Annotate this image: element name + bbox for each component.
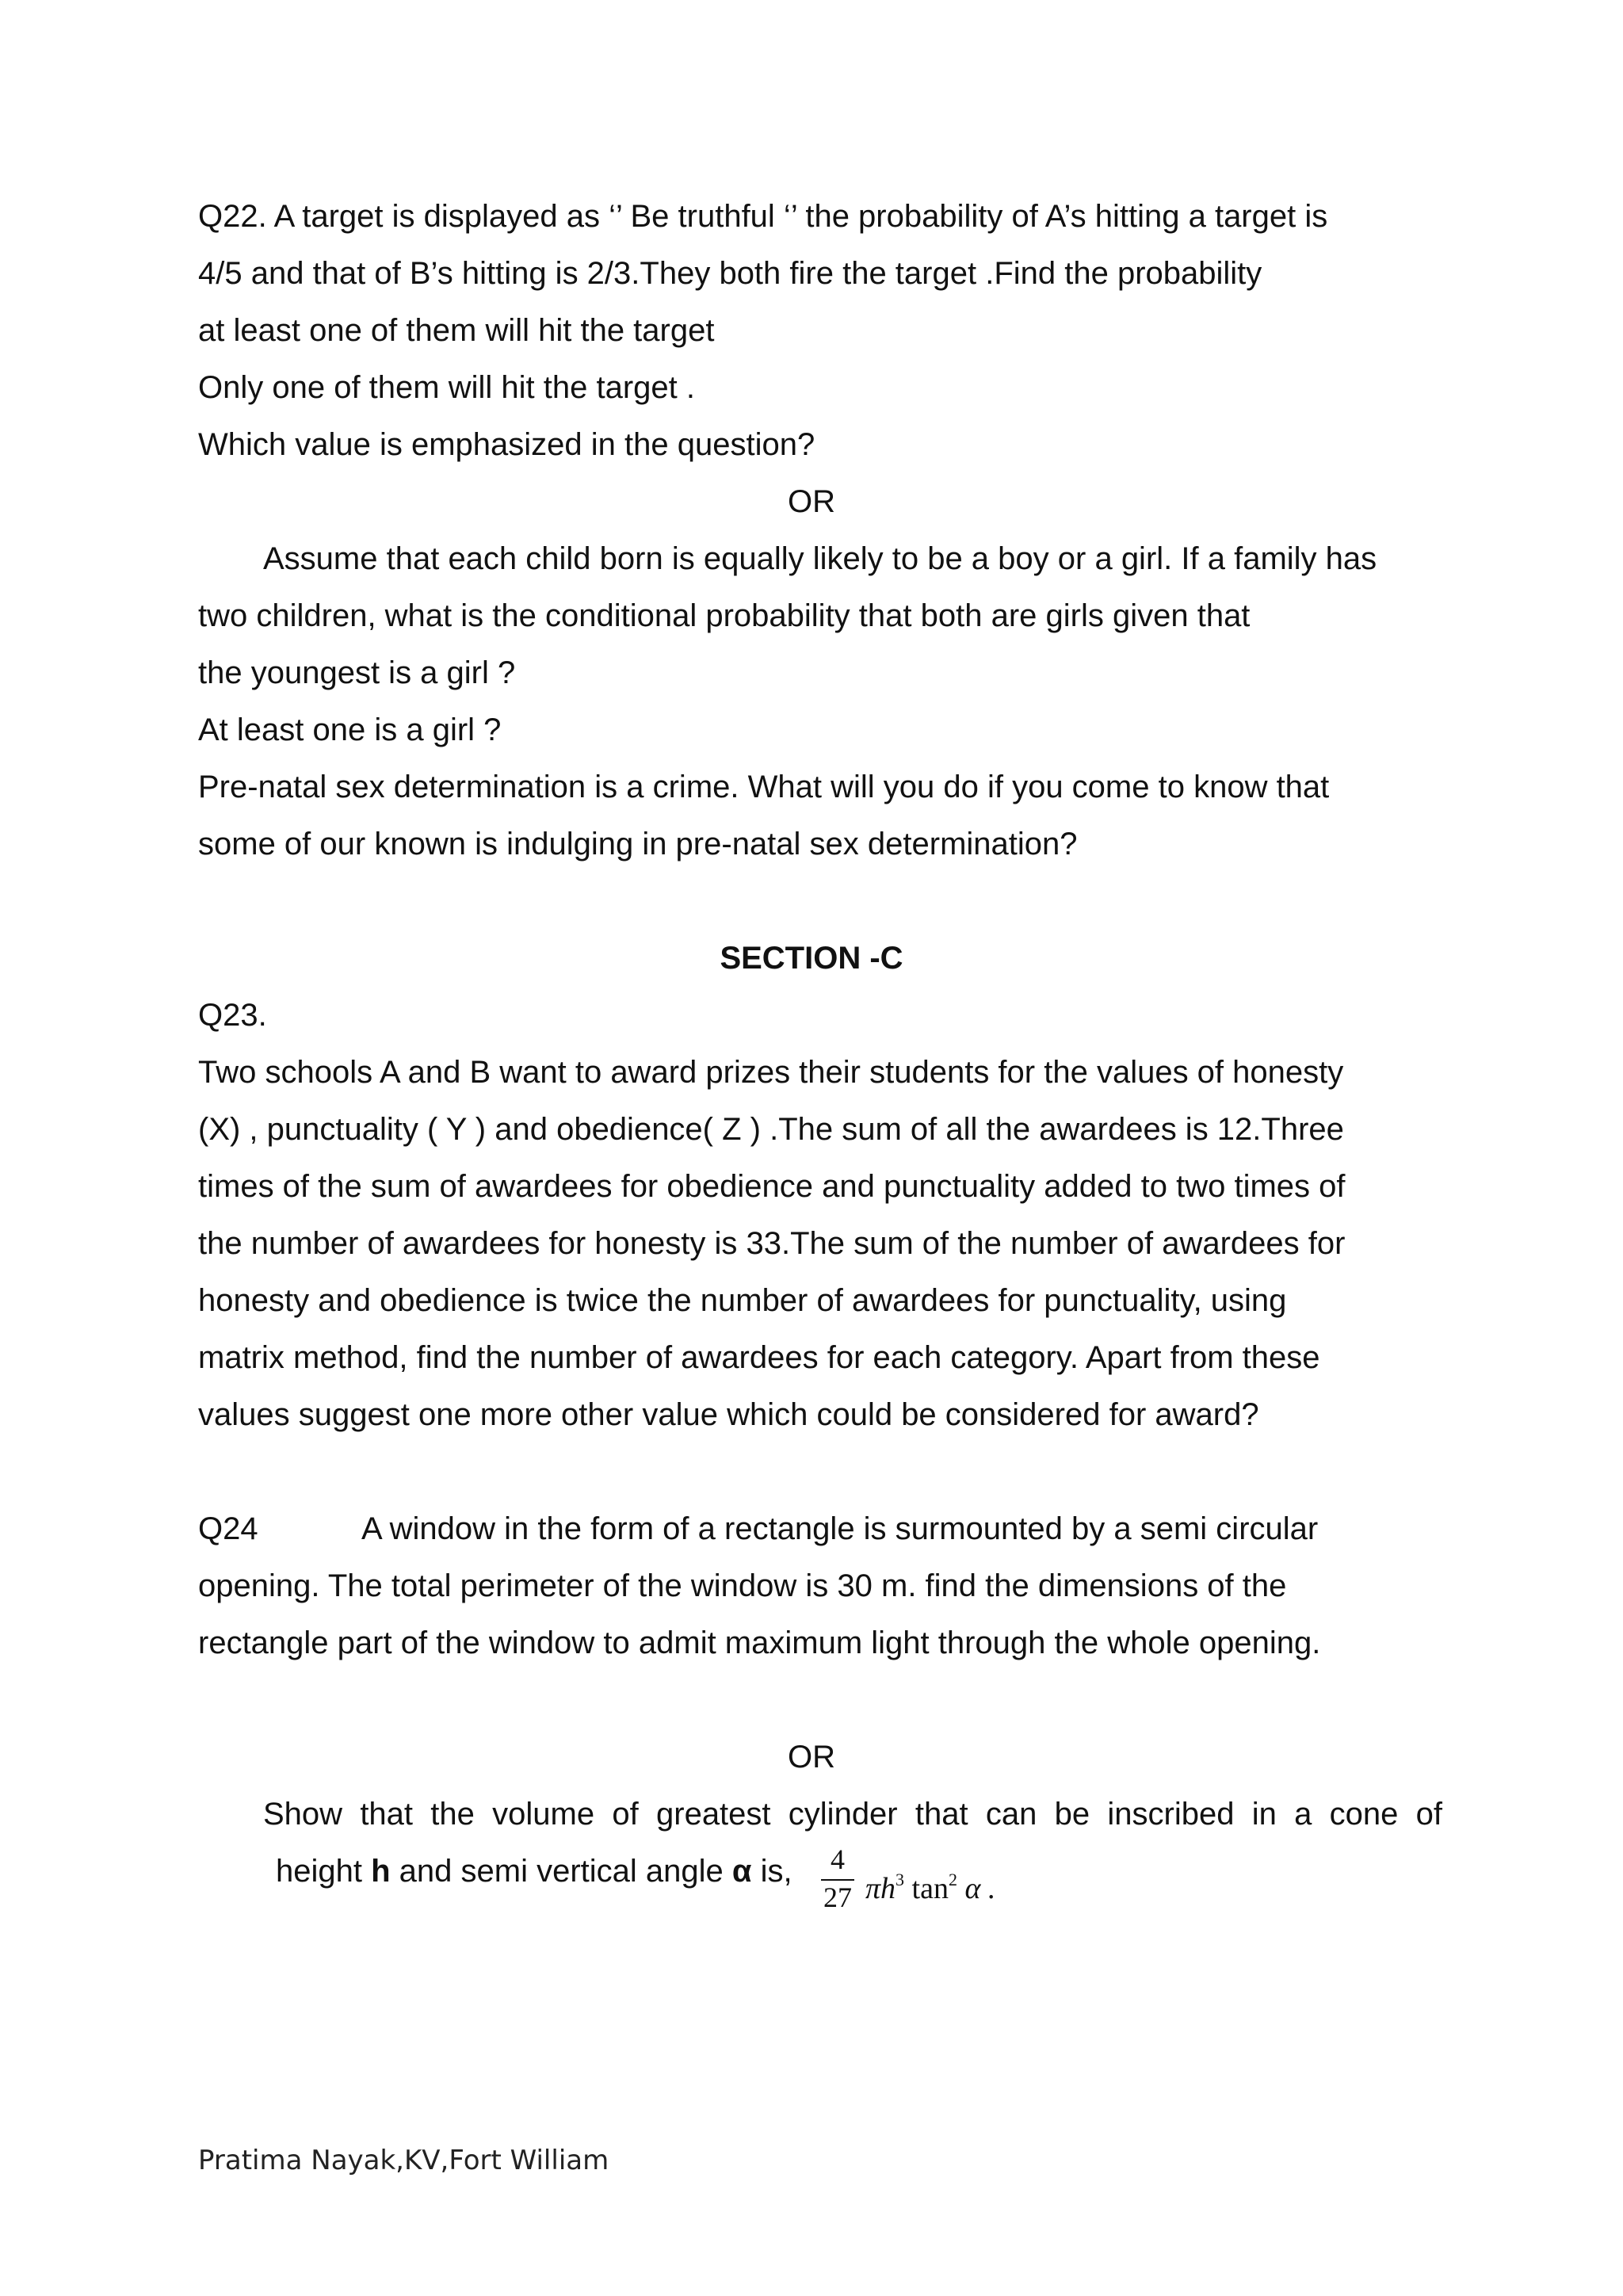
q23-line-1: Two schools A and B want to award prizes their students for the values of honesty xyxy=(198,1055,1344,1090)
q24-line-1: A window in the form of a rectangle is surmounted by a semi circular xyxy=(361,1511,1319,1546)
q23-line-4: the number of awardees for honesty is 33.The sum of the number of awardees for xyxy=(198,1226,1346,1261)
q22-line-2: 4/5 and that of B’s hitting is 2/3.They both fire the target .Find the probability xyxy=(198,256,1262,291)
formula-tan: tan xyxy=(904,1872,949,1905)
symbol-alpha: α xyxy=(731,1854,752,1889)
q22-alt-line-2: two children, what is the conditional probability that both are girls given that xyxy=(198,598,1251,633)
fraction-denominator: 27 xyxy=(823,1881,852,1913)
q23-line-6: matrix method, find the number of awardees for each category. Apart from these xyxy=(198,1340,1320,1375)
q24-line-3: rectangle part of the window to admit maximum light through the whole opening. xyxy=(198,1626,1321,1660)
fraction-bar xyxy=(821,1879,854,1881)
alt-text-suffix: is, xyxy=(751,1854,792,1889)
q23-line-7: values suggest one more other value which could be considered for award? xyxy=(198,1397,1259,1432)
q22-alt-line-5: Pre-natal sex determination is a crime. What will you do if you come to know that xyxy=(198,770,1330,804)
formula-expression xyxy=(865,1861,995,1908)
page-footer: Pratima Nayak,KV,Fort William xyxy=(198,2145,609,2176)
alt-text-middle: and semi vertical angle xyxy=(390,1854,732,1889)
fraction-numerator: 4 xyxy=(831,1843,845,1875)
formula-pi-h: πh xyxy=(865,1872,896,1905)
q24-line-2: opening. The total perimeter of the window is 30 m. find the dimensions of the xyxy=(198,1568,1287,1603)
symbol-h: h xyxy=(371,1854,391,1889)
alt-text-prefix: height xyxy=(276,1854,372,1889)
section-c-heading: SECTION -C xyxy=(720,941,903,976)
formula-cube: 3 xyxy=(896,1870,905,1889)
q22-line-3: at least one of them will hit the target xyxy=(198,313,715,348)
formula-alpha-tail: α . xyxy=(957,1872,996,1905)
q23-line-5: honesty and obedience is twice the number of awardees for punctuality, using xyxy=(198,1283,1287,1318)
q23-number: Q23. xyxy=(198,998,267,1033)
q23-line-2: (X) , punctuality ( Y ) and obedience( Z ) .The sum of all the awardees is 12.Three xyxy=(198,1112,1344,1147)
q24-alt-line-1: Show that the volume of greatest cylinder that can be inscribed in a cone of xyxy=(263,1797,1442,1832)
q22-alt-line-4: At least one is a girl ? xyxy=(198,712,502,747)
q23-line-3: times of the sum of awardees for obedience and punctuality added to two times of xyxy=(198,1169,1346,1204)
q24-or: OR xyxy=(788,1740,835,1775)
q22-alt-line-1: Assume that each child born is equally likely to be a boy or a girl. If a family has xyxy=(263,541,1377,576)
q22-line-5: Which value is emphasized in the question? xyxy=(198,427,815,462)
q22-alt-line-3: the youngest is a girl ? xyxy=(198,655,516,690)
q22-line-4: Only one of them will hit the target . xyxy=(198,370,695,405)
q22-or: OR xyxy=(788,484,835,519)
formula-square: 2 xyxy=(948,1870,957,1889)
q22-alt-line-6: some of our known is indulging in pre-natal sex determination? xyxy=(198,827,1078,861)
q24-number: Q24 xyxy=(198,1511,258,1546)
q24-alt-line-2 xyxy=(276,1852,792,1890)
q22-line-1: Q22. A target is displayed as ‘’ Be truthful ‘’ the probability of A’s hitting a target is xyxy=(198,199,1328,234)
